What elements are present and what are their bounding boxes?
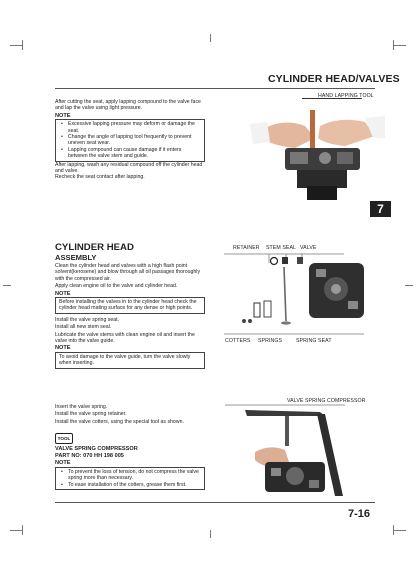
lapping-para-1: After cutting the seat, apply lapping compound to the valve face and lap the valve using light pressure.: [55, 99, 201, 112]
assembly-para-2: Apply clean engine oil to the valve and cylinder head.: [55, 283, 178, 290]
assembly-para-4: Install all new stem seal.: [55, 324, 112, 331]
tool-name: VALVE SPRING COMPRESSOR: [55, 446, 138, 452]
lapping-para-2: After lapping, wash any residual compound off the cylinder head and valve.: [55, 161, 203, 175]
lapping-note-2: • Change the angle of lapping tool frequently to prevent uneven seat wear.: [68, 134, 201, 147]
lapping-note-3: • Lapping compound can cause damage if it enters between the valve stem and guide.: [68, 147, 201, 160]
lapping-text-block: [55, 99, 205, 181]
spring-para-3: Install the valve cotters, using the special tool as shown.: [55, 418, 184, 425]
assembly-text-block: [55, 263, 205, 369]
tool-part-number: PART NO: 070 HH 198 005: [55, 452, 124, 459]
spring-note-box: [55, 467, 205, 490]
hand-lapping-tool-label: HAND LAPPING TOOL: [318, 93, 374, 99]
assembly-note-box-2: To avoid damage to the valve guide, turn the valve slowly when inserting.: [55, 352, 205, 369]
assembly-subtitle: ASSEMBLY: [55, 253, 97, 262]
page-number: 7-16: [348, 508, 371, 520]
assembly-title: CYLINDER HEAD: [55, 242, 134, 253]
note-label: NOTE: [55, 290, 71, 297]
label-cotters: COTTERS: [225, 338, 251, 344]
page-header-title: CYLINDER HEAD/VALVES: [268, 73, 400, 85]
spring-note-2: • To ease installation of the cotters, grease them first.: [68, 482, 201, 488]
spring-text-block: [55, 404, 205, 425]
tool-badge: TOOL: [57, 436, 71, 441]
tool-info: [55, 446, 205, 466]
label-valve: VALVE: [300, 245, 317, 251]
label-retainer: RETAINER: [233, 245, 260, 251]
footer-rule: [55, 502, 375, 503]
label-stem-seal: STEM SEAL: [266, 245, 297, 251]
label-springs: SPRINGS: [258, 338, 283, 344]
valve-spring-compressor-label: VALVE SPRING COMPRESSOR: [287, 398, 366, 404]
hand-lapping-photo: [225, 98, 385, 203]
valve-spring-compressor-photo: [225, 404, 377, 500]
assembly-note-box-1: Before installing the valves in to the cylinder head check the cylinder head mating surface for any dense or high points.: [55, 297, 205, 314]
section-tab: 7: [370, 201, 391, 217]
spring-para-2: Install the valve spring retainer.: [55, 411, 127, 418]
tool-icon: [55, 433, 73, 444]
note-label: NOTE: [55, 112, 71, 119]
assembly-para-5: Lubricate the valve stems with clean engine oil and insert the valve into the valve guide.: [55, 331, 195, 345]
note-label: NOTE: [55, 345, 71, 352]
spring-para-1: Insert the valve spring.: [55, 404, 108, 410]
assembly-para-1: Clean the cylinder head and valves with a high flash point solvent(kerosene) and blow through all oil passages thoroughly with the compressed air.: [55, 263, 201, 282]
assembly-para-3: Install the valve spring seat.: [55, 316, 120, 323]
lapping-note-box: [55, 119, 205, 161]
header-rule: [55, 88, 375, 89]
spring-note-1: • To prevent the loss of tension, do not compress the valve spring more than necessary.: [68, 469, 201, 482]
lapping-para-3: Recheck the seat contact after lapping.: [55, 174, 145, 181]
note-label: NOTE: [55, 459, 71, 466]
label-spring-seat: SPRING SEAT: [296, 338, 332, 344]
valve-assembly-diagram: [224, 251, 376, 337]
lapping-note-1: • Excessive lapping pressure may deform or damage the seat.: [68, 121, 201, 134]
